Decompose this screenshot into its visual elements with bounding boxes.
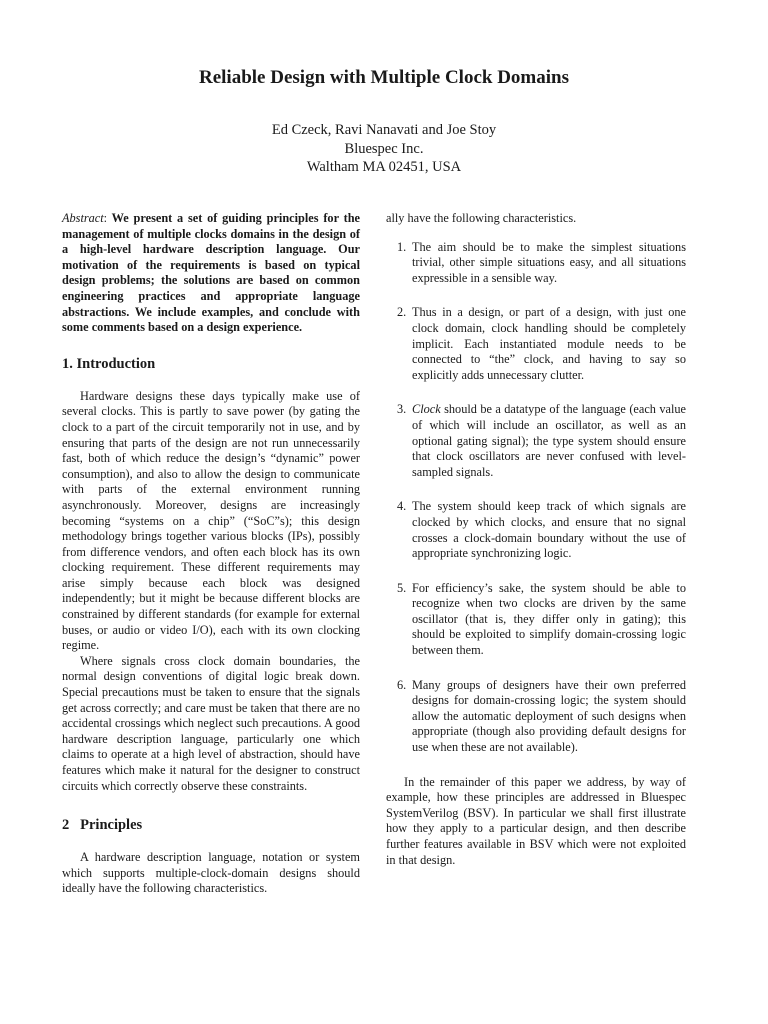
list-lead-word: Clock xyxy=(412,402,441,417)
list-number: 1. xyxy=(397,239,407,254)
list-text: Thus in a design, or part of a design, with just one clock domain, clock handling should be completely implicit. Each instantiated module needs to be connected to “the” clock, and having to say so explicitly adds unnecessary clutter. xyxy=(412,305,686,382)
abstract xyxy=(62,211,360,336)
principles-paragraph-1: A hardware description language, notation or system which supports multiple-clock-domain designs should ideally have the following characteristics. xyxy=(62,850,360,896)
section-heading-principles: 2 Principles xyxy=(62,817,143,834)
paper-title: Reliable Design with Multiple Clock Domains xyxy=(199,67,569,88)
intro-paragraph-2: Where signals cross clock domain boundaries, the normal design conventions of digital logic break down. Special precautions must be taken to ensure that the signals get across correctly; and care must be taken that there are no accidental crossings which neglect such precautions. A good hardware description language, particularly one which claims to operate at a high level of abstraction, should have features which make it natural for the designer to construct circuits which correctly observe these constraints. xyxy=(62,653,360,793)
affiliation: Bluespec Inc. xyxy=(344,140,424,157)
list-item xyxy=(386,402,686,480)
list-item xyxy=(386,240,686,287)
address: Waltham MA 02451, USA xyxy=(306,159,462,175)
list-item xyxy=(386,678,686,756)
list-text: The aim should be to make the simplest situations trivial, other simple situations easy, and all situations expressible in a sensible way. xyxy=(412,239,686,285)
principles-list xyxy=(386,240,686,756)
abstract-label: Abstract xyxy=(62,211,104,225)
list-text: For efficiency’s sake, the system should be able to recognize when two clocks are driven by the same oscillator (that is, they differ only in gating); this should be exploited to simplify domain-crossing logic between them. xyxy=(412,580,686,658)
list-text: Many groups of designers have their own preferred designs for domain-crossing logic; the system should allow the automatic deployment of such designs when appropriate (though also providing default designs for use when these are not available). xyxy=(412,677,686,755)
list-number: 4. xyxy=(397,499,407,514)
list-number: 3. xyxy=(397,402,407,417)
list-text: should be a datatype of the language (each value of which will include an oscillator, as well as an optional gating signal); the type system should ensure that clock oscillators are never confused with level-sampled signals. xyxy=(412,402,686,479)
abstract-text: We present a set of guiding principles for the management of multiple clocks domains in the design of a high-level hardware description language. Our motivation of the requirements is based on typical design problems; the solutions are based on common engineering practices and appropriate language abstractions. We include examples, and conclude with some comments based on a design experience. xyxy=(62,211,360,335)
principles-continued: ally have the following characteristics. xyxy=(386,211,577,225)
right-column xyxy=(386,211,686,868)
abstract-colon: : xyxy=(103,211,108,225)
list-item xyxy=(386,581,686,659)
list-number: 2. xyxy=(397,305,407,320)
left-column xyxy=(62,211,360,896)
list-item xyxy=(386,305,686,383)
list-number: 6. xyxy=(397,677,407,692)
intro-paragraph-1: Hardware designs these days typically make use of several clocks. This is partly to save power (by gating the clock to a part of the circuit temporarily not in use, and by ensuring that parts of the design are not run unnecessarily fast, both of which reduce the design’s “dynamic” power consumption), and also to allow the design to communicate with parts of the external environment running asynchronously. Moreover, designs are increasingly becoming “systems on a chip” (“SoC”s); this design methodology brings together various blocks (IPs), possibly from difference vendors, and often each block has its own clocking requirement. These different requirements may arise simply because each block was designed independently; but it might be because different blocks are constrained by different standards (for example for external buses, or audio or video I/O), each with its own clocking regime. xyxy=(62,388,360,653)
author-block xyxy=(0,121,768,177)
section-heading-introduction: 1. Introduction xyxy=(62,355,156,372)
authors: Ed Czeck, Ravi Nanavati and Joe Stoy xyxy=(271,122,497,138)
principles-closing-paragraph: In the remainder of this paper we address, by way of example, how these principles are addressed in Bluespec SystemVerilog (BSV). In particular we shall first illustrate how they apply to a particular design, and then describe further features available in BSV which were not exploited in that design. xyxy=(386,774,686,867)
list-text: The system should keep track of which signals are clocked by which clocks, and ensure that no signal crosses a clock-domain boundary without the use of appropriate synchronizing logic. xyxy=(412,499,686,561)
list-number: 5. xyxy=(397,580,407,595)
list-item xyxy=(386,499,686,561)
